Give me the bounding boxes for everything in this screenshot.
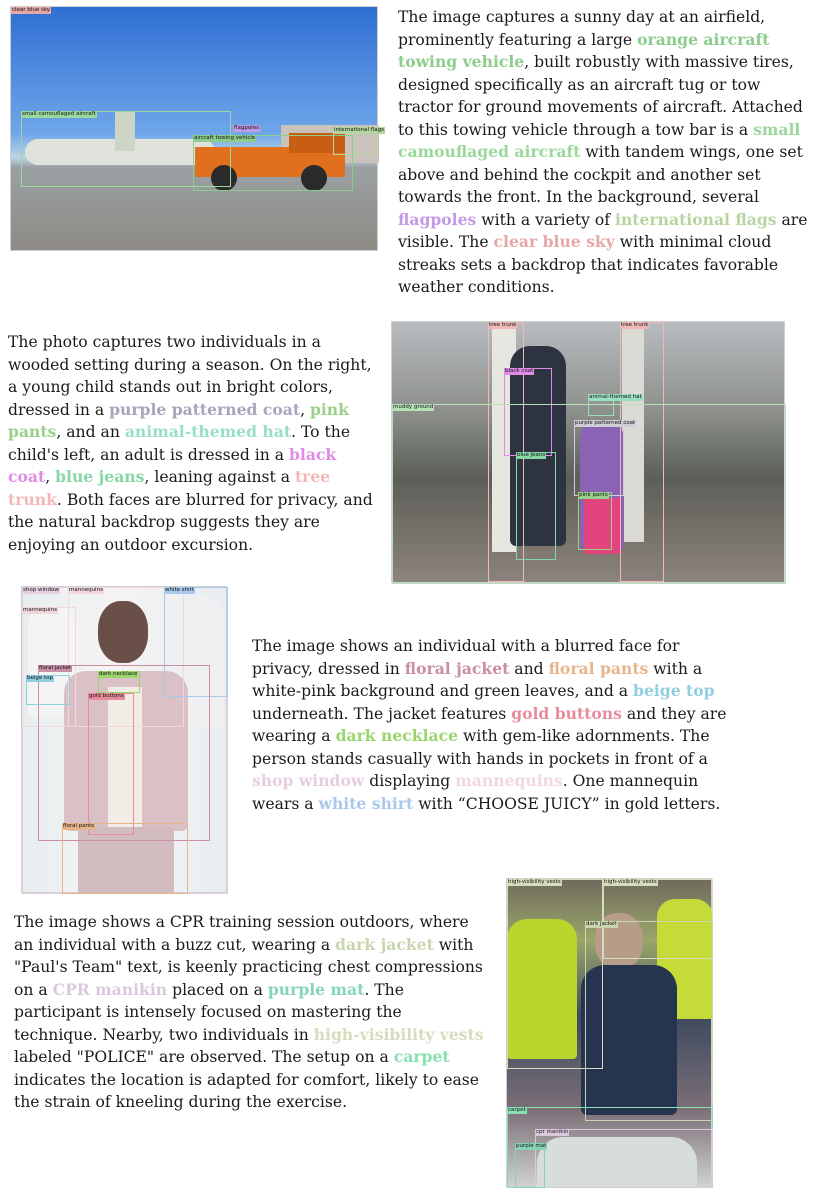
bbox-cpr-manikin — [535, 1129, 713, 1188]
highlighted-phrase: dark necklace — [335, 726, 459, 745]
bbox-gold-buttons — [88, 693, 134, 835]
bbox-dark-necklace — [98, 671, 140, 693]
caption-text: , — [300, 400, 310, 419]
caption-text: . The participant is intensely focused on mastering the technique. Nearby, two individuals in — [14, 980, 404, 1044]
bbox-label: dark necklace — [99, 671, 138, 677]
highlighted-phrase: purple patterned coat — [109, 399, 301, 419]
bbox-label: small camouflaged aircraft — [22, 111, 96, 117]
bbox-label: flagpoles — [234, 125, 259, 131]
caption-text: with gem-like adornments. The person stands casually with hands in pockets in front of a — [252, 727, 710, 768]
caption-text: , leaning against a — [144, 468, 295, 486]
caption-text: displaying — [364, 772, 456, 790]
bbox-label: white shirt — [165, 587, 195, 593]
caption-text: underneath. The jacket features — [252, 704, 512, 723]
highlighted-phrase: pink pants — [8, 399, 349, 441]
bbox-label: shop window — [23, 587, 59, 593]
highlighted-phrase: CPR manikin — [52, 979, 168, 999]
caption-text: with a variety of — [476, 210, 616, 229]
caption-text: The image captures a sunny day at an airfield, prominently featuring a large — [398, 8, 766, 49]
bbox-label: high-visibility vests — [508, 879, 561, 885]
caption-floral — [252, 635, 744, 815]
highlighted-phrase: international flags — [615, 209, 777, 229]
bbox-dark-jacket — [585, 921, 713, 1121]
bbox-label: international flags — [334, 127, 384, 133]
caption-airfield — [398, 6, 814, 299]
caption-cpr — [14, 911, 484, 1114]
bbox-aircraft-towing-vehicle — [193, 135, 353, 191]
highlighted-phrase: animal-themed hat — [124, 422, 292, 441]
highlighted-phrase: clear blue sky — [493, 232, 615, 251]
highlighted-phrase: tree trunk — [8, 467, 331, 509]
bbox-label: purple mat — [516, 1143, 547, 1149]
bbox-purple-patterned-coat — [574, 420, 636, 496]
highlighted-phrase: small camouflaged aircraft — [398, 119, 801, 161]
caption-text: . Both faces are blurred for privacy, and the natural backdrop suggests they are enjoying an outdoor excursion. — [8, 490, 373, 554]
highlighted-phrase: beige top — [633, 681, 715, 700]
caption-text: and they are wearing a — [252, 704, 727, 745]
bbox-label: gold buttons — [89, 693, 124, 699]
bbox-beige-top — [26, 675, 70, 705]
bbox-label: tree trunk — [489, 322, 517, 328]
bbox-label: floral jacket — [39, 665, 72, 671]
bbox-blue-jeans — [516, 452, 556, 560]
caption-text: labeled "POLICE" are observed. The setup on a — [14, 1048, 394, 1066]
highlighted-phrase: white shirt — [318, 793, 414, 813]
caption-text: are visible. The — [398, 210, 808, 251]
bbox-label: animal-themed hat — [589, 394, 642, 400]
caption-text: . One mannequin wears a — [252, 772, 699, 813]
bbox-label: floral pants — [63, 823, 95, 829]
highlighted-phrase: orange aircraft towing vehicle — [398, 29, 770, 71]
caption-text: with "Paul's Team" text, is keenly practicing chest compressions on a — [14, 935, 483, 999]
highlighted-phrase: floral jacket — [404, 658, 510, 678]
bbox-label: cpr manikin — [536, 1129, 569, 1135]
caption-text: The image shows a CPR training session outdoors, where an individual with a buzz cut, wearing a — [14, 913, 469, 954]
caption-text: , built robustly with massive tires, designed specifically as an aircraft tug or tow tractor for ground movements of aircraft. Attached to this towing vehicle through a tow bar is a — [398, 53, 803, 139]
bbox-label: black coat — [505, 368, 534, 374]
bbox-purple-mat — [515, 1143, 545, 1188]
caption-text: . To the child's left, an adult is dressed in a — [8, 423, 351, 464]
airfield-image — [10, 6, 384, 251]
caption-forest — [8, 331, 380, 556]
cpr-training-image — [506, 878, 712, 1187]
caption-text: with minimal cloud streaks sets a backdrop that indicates favorable weather conditions. — [398, 233, 779, 296]
bbox-label: clear blue sky — [12, 7, 51, 13]
highlighted-phrase: dark jacket — [335, 934, 434, 954]
caption-text: with “CHOOSE JUICY” in gold letters. — [413, 794, 721, 813]
caption-text: , — [45, 468, 56, 486]
bbox-label: blue jeans — [517, 452, 546, 458]
highlighted-phrase: black coat — [8, 444, 337, 486]
bbox-floral-pants — [62, 823, 188, 894]
caption-text: with tandem wings, one set above and behind the cockpit and another set towards the front. In the background, several — [398, 143, 803, 206]
bbox-label: dark jacket — [586, 921, 617, 927]
bbox-animal-themed-hat — [588, 394, 642, 416]
highlighted-phrase: gold buttons — [511, 703, 622, 723]
highlighted-phrase: flagpoles — [398, 209, 477, 229]
caption-text: The photo captures two individuals in a wooded setting during a season. On the right, a young child stands out in bright colors, dressed in a — [8, 333, 372, 419]
bbox-label: muddy ground — [393, 404, 434, 410]
bbox-label: aircraft towing vehicle — [194, 135, 256, 141]
bbox-label: tree trunk — [621, 322, 649, 328]
highlighted-phrase: floral pants — [548, 658, 649, 678]
caption-text: , and an — [56, 423, 125, 441]
highlighted-phrase: carpet — [393, 1047, 450, 1066]
bbox-pink-pants — [578, 492, 612, 550]
bbox-label: mannequins — [69, 587, 103, 593]
caption-text: with a white-pink background and green leaves, and a — [252, 659, 703, 700]
bbox-label: mannequins — [23, 607, 57, 613]
highlighted-phrase: purple mat — [267, 979, 365, 999]
bbox-label: purple patterned coat — [575, 420, 636, 426]
highlighted-phrase: shop window — [252, 771, 365, 790]
bbox-label: pink pants — [579, 492, 608, 498]
caption-text: The image shows an individual with a blurred face for privacy, dressed in — [252, 637, 680, 678]
bbox-label: beige top — [27, 675, 54, 681]
caption-text: indicates the location is adapted for comfort, likely to ease the strain of kneeling during the exercise. — [14, 1070, 480, 1111]
highlighted-phrase: high-visibility vests — [313, 1024, 484, 1044]
highlighted-phrase: mannequins — [455, 771, 563, 790]
caption-text: placed on a — [167, 980, 268, 999]
floral-outfit-image — [21, 586, 227, 893]
bbox-label: carpet — [508, 1107, 526, 1113]
bbox-label: high-visibility vests — [604, 879, 657, 885]
caption-text: and — [509, 659, 549, 678]
forest-image — [391, 321, 785, 583]
highlighted-phrase: blue jeans — [55, 467, 145, 486]
